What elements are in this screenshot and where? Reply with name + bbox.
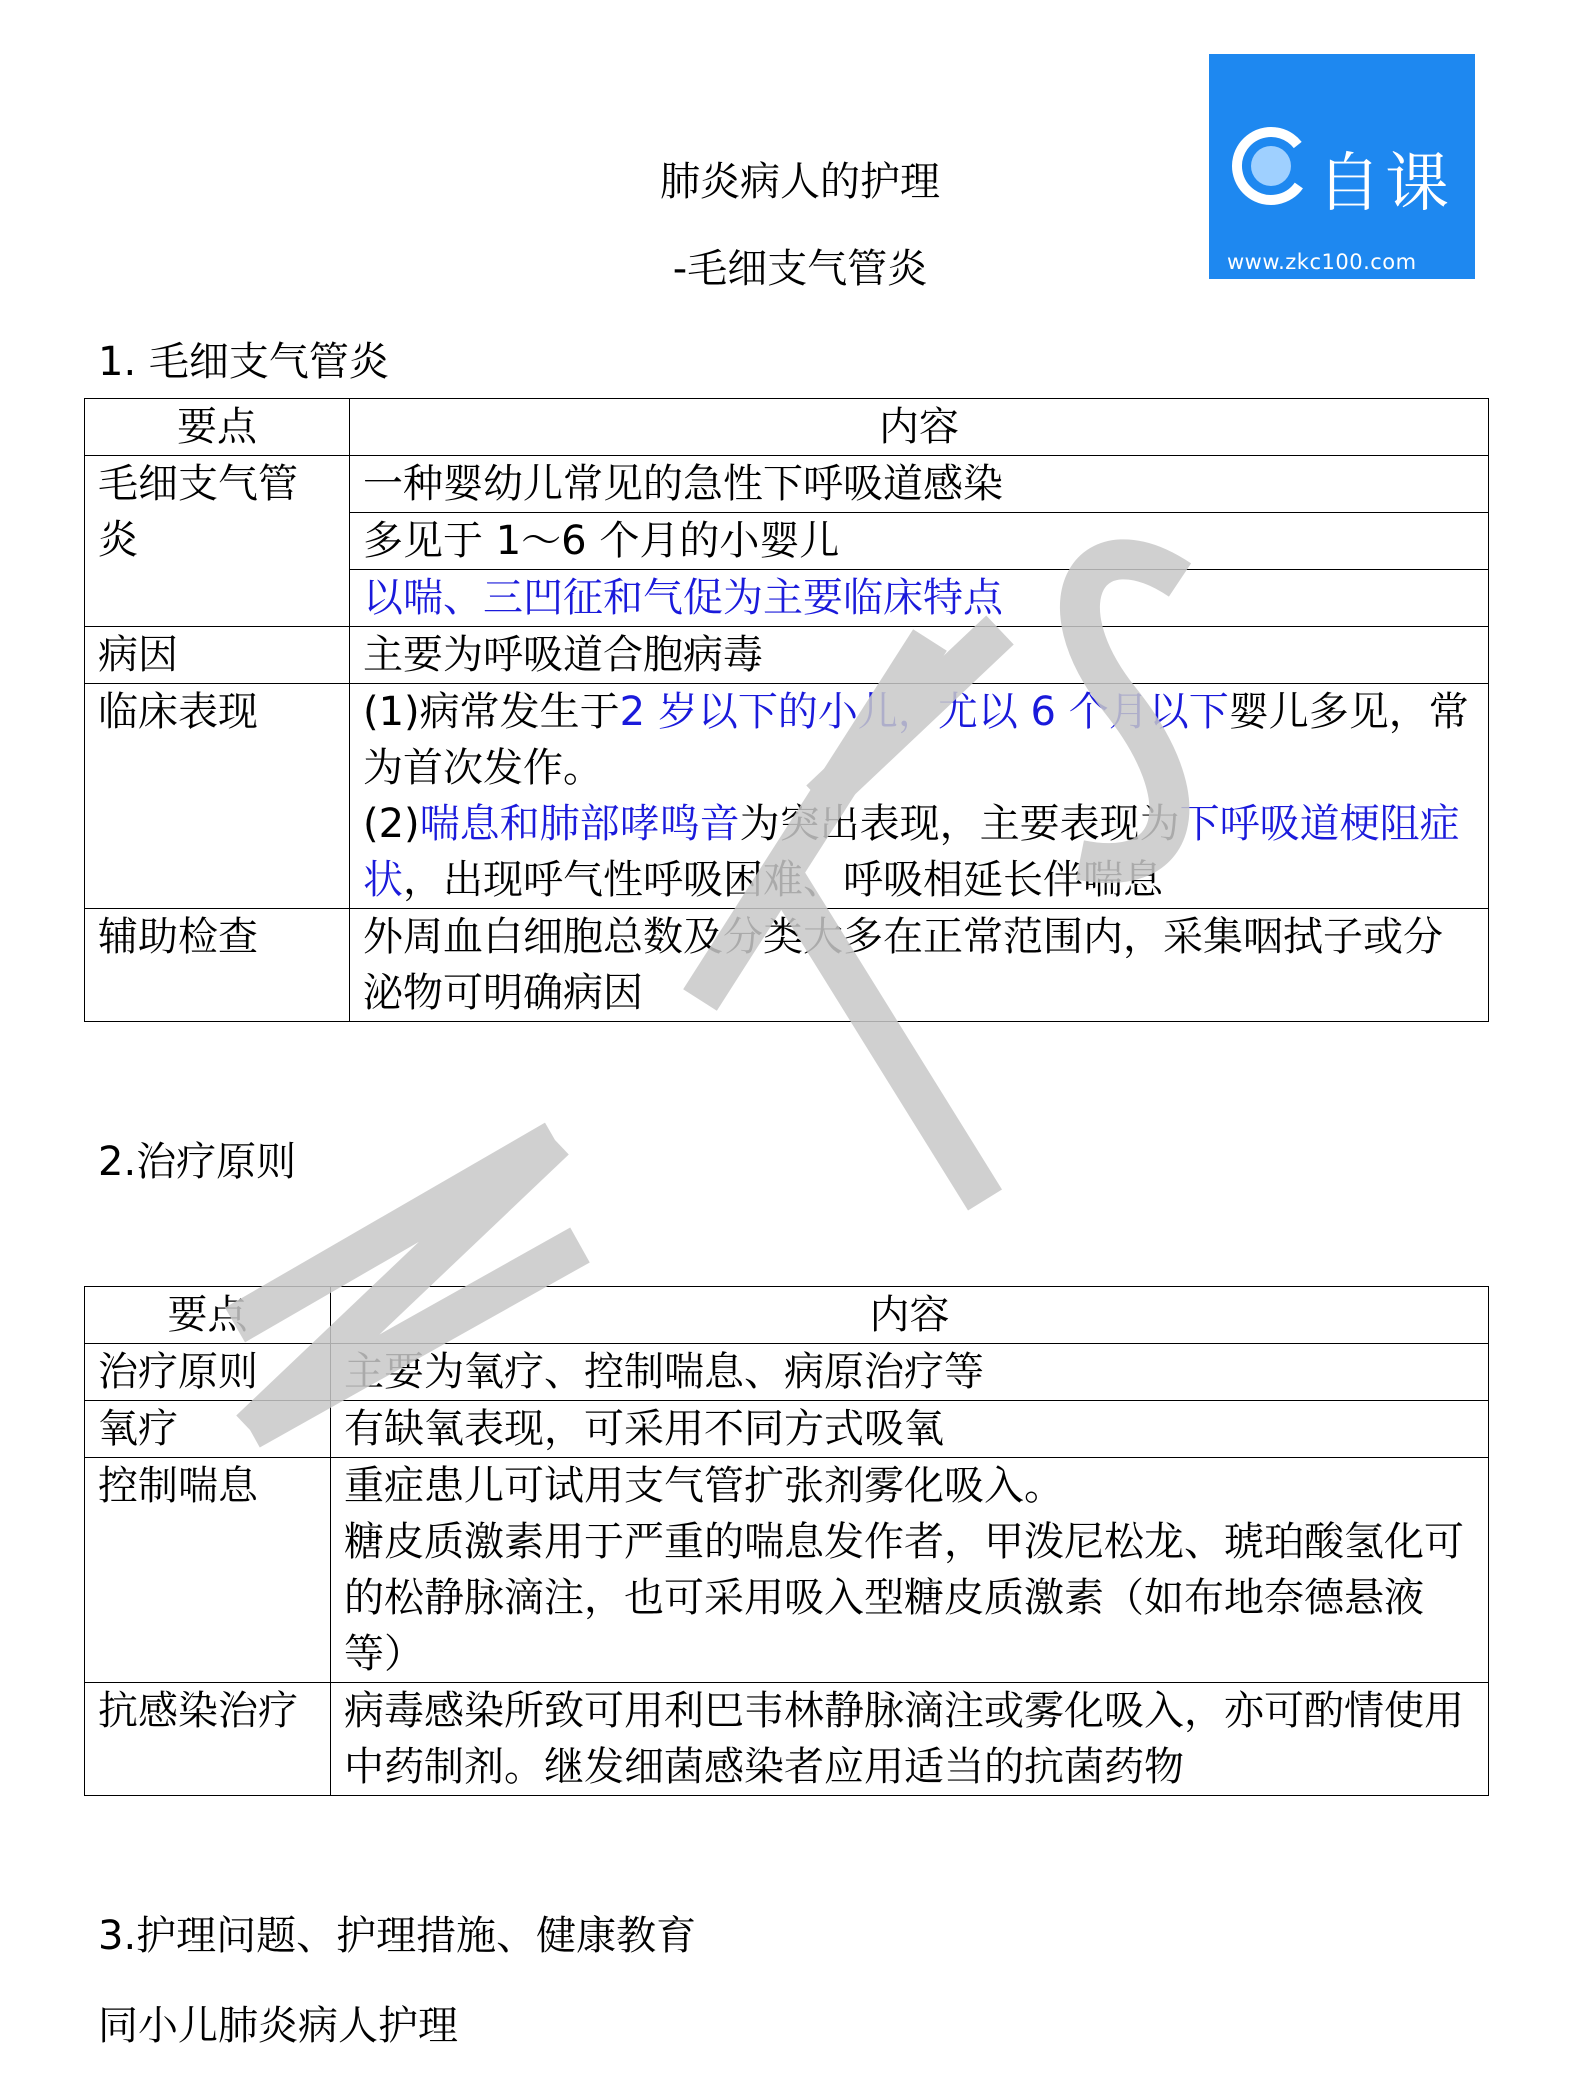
table-row <box>85 1683 1489 1796</box>
row-content: 外周血白细胞总数及分类大多在正常范围内，采集咽拭子或分泌物可明确病因 <box>350 909 1489 1022</box>
table-row <box>85 684 1489 909</box>
table-row <box>85 456 1489 513</box>
section-1-heading: 1. 毛细支气管炎 <box>98 339 389 385</box>
row-key: 毛细支气管炎 <box>85 456 350 627</box>
row-content: 病毒感染所致可用利巴韦林静脉滴注或雾化吸入，亦可酌情使用中药制剂。继发细菌感染者应用适当的抗菌药物 <box>331 1683 1489 1796</box>
table-row <box>85 1344 1489 1401</box>
row-content: 有缺氧表现，可采用不同方式吸氧 <box>331 1401 1489 1458</box>
table-row <box>85 1401 1489 1458</box>
zike-logo-mark-icon <box>1231 126 1311 206</box>
row-content: 多见于 1～6 个月的小婴儿 <box>350 513 1489 570</box>
table-row <box>85 627 1489 684</box>
header-key: 要点 <box>85 1287 331 1344</box>
row-content: 一种婴幼儿常见的急性下呼吸道感染 <box>350 456 1489 513</box>
row-content <box>350 684 1489 909</box>
row-key: 抗感染治疗 <box>85 1683 331 1796</box>
zike-logo <box>1209 54 1475 279</box>
row-key: 治疗原则 <box>85 1344 331 1401</box>
treatment-table <box>84 1286 1489 1796</box>
row-key: 氧疗 <box>85 1401 331 1458</box>
section-2-heading: 2.治疗原则 <box>98 1139 297 1185</box>
content-line: 糖皮质激素用于严重的喘息发作者，甲泼尼松龙、琥珀酸氢化可的松静脉滴注，也可采用吸入型糖皮质激素（如布地奈德悬液等） <box>344 1519 1464 1677</box>
row-key: 辅助检查 <box>85 909 350 1022</box>
row-key: 临床表现 <box>85 684 350 909</box>
row-content: 主要为氧疗、控制喘息、病原治疗等 <box>331 1344 1489 1401</box>
header-key: 要点 <box>85 399 350 456</box>
logo-name: 自课 <box>1317 147 1453 221</box>
row-content-highlight: 以喘、三凹征和气促为主要临床特点 <box>350 570 1489 627</box>
clinical-paragraph-1: (1)病常发生于2 岁以下的小儿，尤以 6 个月以下婴儿多见，常为首次发作。 <box>363 689 1469 791</box>
section-3-heading: 3.护理问题、护理措施、健康教育 <box>98 1913 697 1959</box>
row-key: 控制喘息 <box>85 1458 331 1683</box>
header-content: 内容 <box>350 399 1489 456</box>
table-header-row <box>85 1287 1489 1344</box>
row-content <box>331 1458 1489 1683</box>
bronchiolitis-table <box>84 398 1489 1022</box>
header-content: 内容 <box>331 1287 1489 1344</box>
logo-url: www.zkc100.com <box>1227 250 1417 274</box>
table-row <box>85 1458 1489 1683</box>
clinical-paragraph-2: (2)喘息和肺部哮鸣音为突出表现，主要表现为下呼吸道梗阻症状，出现呼气性呼吸困难、呼吸相延长伴喘息 <box>363 801 1460 903</box>
row-key: 病因 <box>85 627 350 684</box>
document-title: 肺炎病人的护理 <box>660 159 940 205</box>
document-subtitle: -毛细支气管炎 <box>672 246 928 292</box>
content-line: 重症患儿可试用支气管扩张剂雾化吸入。 <box>344 1463 1064 1509</box>
table-header-row <box>85 399 1489 456</box>
section-3-content: 同小儿肺炎病人护理 <box>98 2003 458 2049</box>
table-row <box>85 909 1489 1022</box>
row-content: 主要为呼吸道合胞病毒 <box>350 627 1489 684</box>
